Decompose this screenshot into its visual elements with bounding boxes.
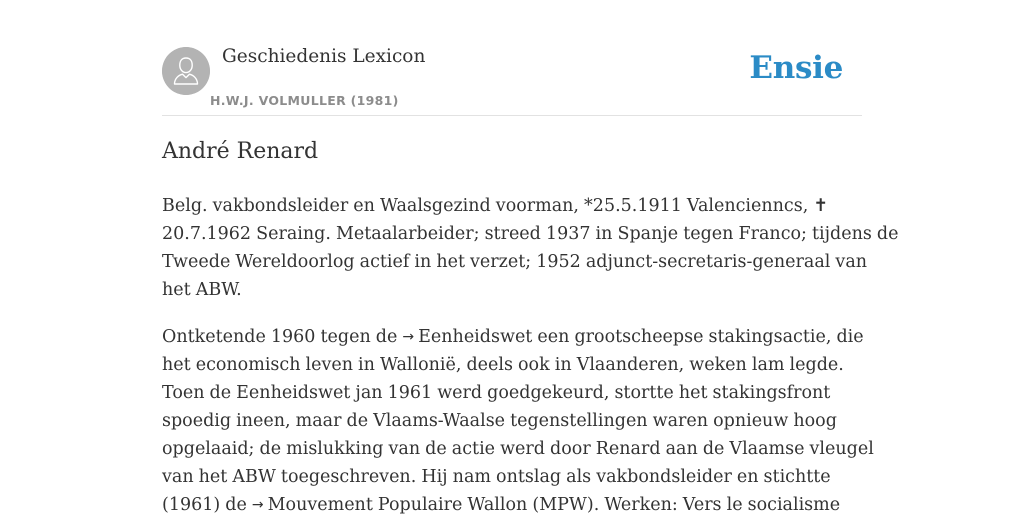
avatar[interactable] xyxy=(162,47,210,95)
entry-paragraph-1 xyxy=(162,192,899,304)
reference-link-label[interactable]: Mouvement Populaire Wallon xyxy=(267,495,528,515)
text-line xyxy=(162,323,862,351)
entry-paragraph-2 xyxy=(162,323,874,519)
source-title-link[interactable]: Geschiedenis Lexicon xyxy=(222,46,426,67)
text-segment: (MPW). Werken: Vers le socialisme xyxy=(532,495,841,515)
reference-link-eenheidswet[interactable] xyxy=(402,327,532,347)
text-segment: een grootscheepse stakingsactie, die xyxy=(537,327,864,347)
entry-title: André Renard xyxy=(162,139,319,164)
reference-link-label[interactable]: Eenheidswet xyxy=(418,327,533,347)
text-line: van het ABW toegeschreven. Hij nam ontslag als vakbondsleider en stichtte xyxy=(162,467,831,487)
text-line: spoedig ineen, maar de Vlaams-Waalse tegenstellingen waren opnieuw hoog xyxy=(162,411,837,431)
text-line xyxy=(162,491,862,519)
arrow-right-icon: → xyxy=(402,329,415,345)
text-line: het ABW. xyxy=(162,280,242,300)
text-segment: Ontketende 1960 tegen de xyxy=(162,327,398,347)
text-line: opgelaaid; de mislukking van de actie werd door Renard aan de Vlaamse vleugel xyxy=(162,439,874,459)
text-line: 20.7.1962 Seraing. Metaalarbeider; streed 1937 in Spanje tegen Franco; tijdens de xyxy=(162,224,899,244)
page xyxy=(162,0,899,515)
user-icon xyxy=(162,47,210,95)
reference-link-mouvement-populaire-wallon[interactable] xyxy=(252,495,527,515)
text-line: Tweede Wereldoorlog actief in het verzet; 1952 adjunct-secretaris-generaal van xyxy=(162,252,868,272)
text-line: het economisch leven in Wallonië, deels ook in Vlaanderen, weken lam legde. xyxy=(162,355,844,375)
text-line: Belg. vakbondsleider en Waalsgezind voorman, *25.5.1911 Valencienncs, ✝ xyxy=(162,196,828,216)
source-header xyxy=(162,0,862,116)
text-line: Toen de Eenheidswet jan 1961 werd goedgekeurd, stortte het stakingsfront xyxy=(162,383,831,403)
arrow-right-icon: → xyxy=(251,497,264,513)
brand-logo[interactable]: Ensie xyxy=(749,50,843,86)
source-author: H.W.J. VOLMULLER (1981) xyxy=(210,93,399,108)
text-segment: (1961) de xyxy=(162,495,247,515)
